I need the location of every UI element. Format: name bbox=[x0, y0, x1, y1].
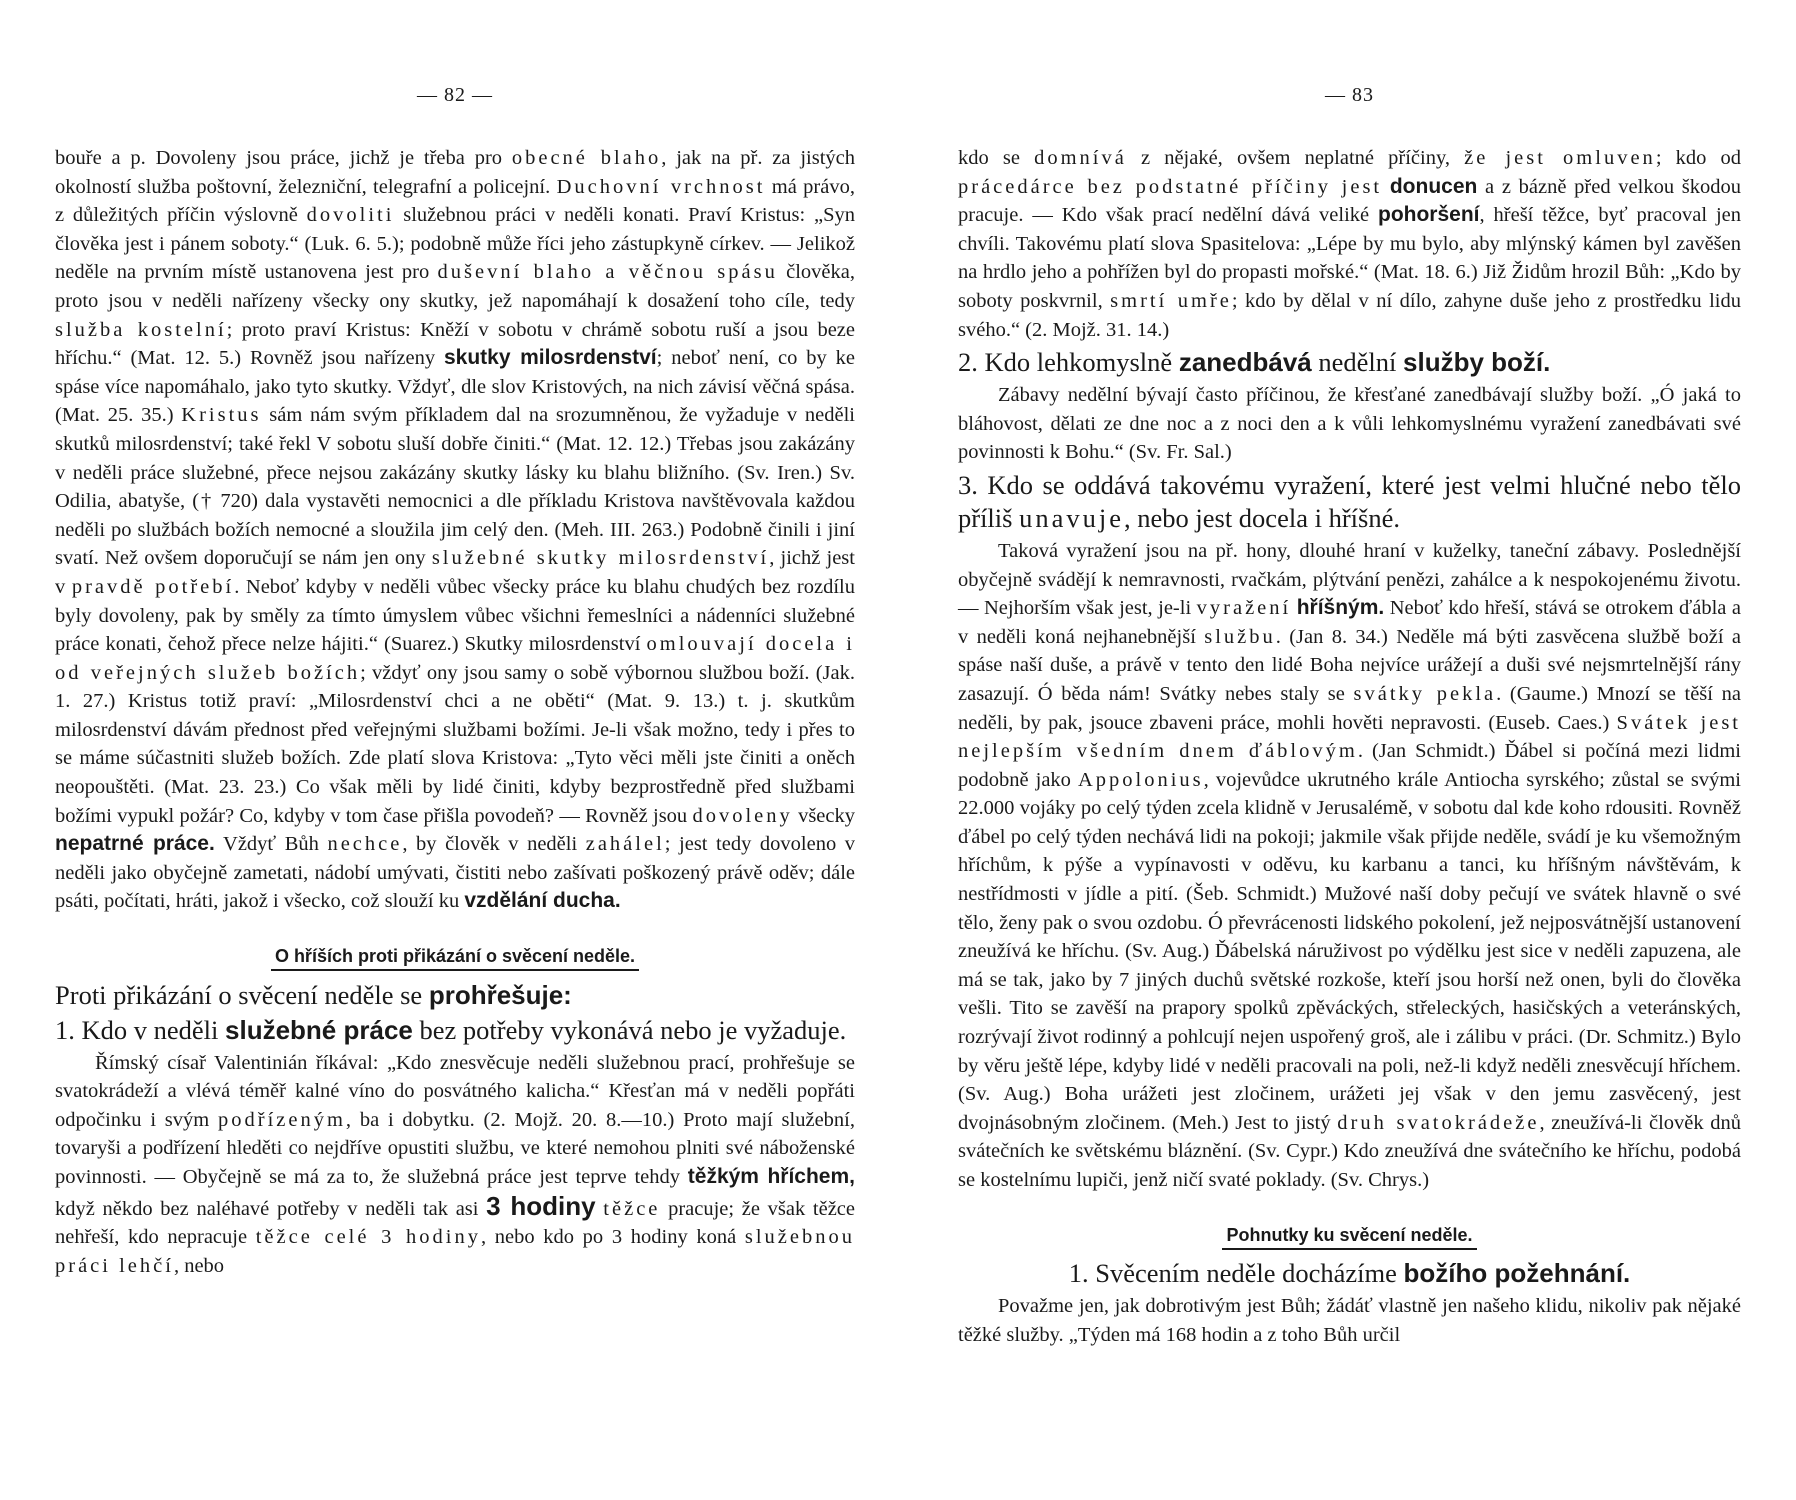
section-title-sins: O hříších proti přikázání o svěcení neděle. bbox=[55, 942, 855, 971]
right-page bbox=[958, 0, 1741, 1500]
heading-3: 3. Kdo se oddává takovému vyražení, které jest velmi hlučné nebo tělo příliš unavuje, nebo jest docela i hříšné. bbox=[958, 469, 1741, 533]
right-paragraph-3: Taková vyražení jsou na př. hony, dlouhé hraní v kuželky, taneční zábavy. Poslednější obyčejně svádějí k nemravnosti, rvačkám, plýtvání penězi, zahálce a k nespokojenému životu. — Nejhorším však jest, je-li vyražení hříšným. Neboť kdo hřeší, stává se otrokem ďábla a v neděli koná nejhanebnější službu. (Jan 8. 34.) Neděle má býti zasvěcena službě boží a spáse naší duše, a právě v tento den lidé Boha nejvíce urážejí a duši své nejsmrtelnější rány zasazují. Ó běda nám! Svátky nebes staly se svátky pekla. (Gaume.) Mnozí se těší na neděli, by pak, jsouce zbaveni práce, mohli hověti nepravosti. (Euseb. Caes.) Svátek jest nejlepším všedním dnem ďáblovým. (Jan Schmidt.) Ďábel si počíná mezi lidmi podobně jako Appolonius, vojevůdce ukrutného krále Antiocha syrského; zůstal se svými 22.000 vojáky po celý týden zcela klidně v Jerusalémě, v sobotu dal kde koho rdousiti. Rovněž ďábel po celý týden nechává lidi na pokoji; jakmile však přijde neděle, svádí je ku všemožným hříchům, k pýše a vypínavosti v oděvu, ku karbanu a tanci, ku hříšným návštěvám, k nestřídmosti v jídle a pití. (Šeb. Schmidt.) Mužové naší doby pečují ve svátek hlavně o své tělo, ženy pak o svou ozdobu. Ó převrácenosti lidského pokolení, jež nejposvátnější ustanovení zneužívá ke hříchu. (Sv. Aug.) Ďábelská náruživost po výdělku jest sice v neděli zapuzena, ale má se tak, jako by 7 jiných duchů světské rozkoše, kteří jsou horší než onen, byli do člověka vešli. Tito se zavěší na prapory spolků zpěváckých, střeleckých, hasičských a veteránských, rozrývají život rodinný a pohlcují nejen uspořený groš, ale i zálibu v práci. (Dr. Schmitz.) Bylo by věru ještě lépe, kdyby lidé v neděli pracovali na poli, než-li když neděli znesvěcují hříchem. (Sv. Aug.) Boha urážeti jest zločinem, urážeti jej však v den jemu zasvěcený, jest dvojnásobným zločinem. (Meh.) Jest to jistý druh svatokrádeže, zneužívá-li člověk dnů svátečních ke světskému bláznění. (Sv. Cypr.) Kdo zneužívá dne svátečního ke hříchu, podobá se kostelnímu lupiči, jenž ničí svaté poklady. (Sv. Chrys.) bbox=[958, 539, 1742, 1191]
page-number-83: — 83 bbox=[1325, 84, 1374, 106]
page-number-82: — 82 — bbox=[417, 84, 493, 106]
left-paragraph-1: bouře a p. Dovoleny jsou práce, jichž je třeba pro obecné blaho, jak na př. za jistých okolností služba poštovní, železniční, telegrafní a policejní. Duchovní vrchnost má právo, z důležitých příčin výslovně dovoliti služebnou práci v neděli konati. Praví Kristus: „Syn člověka jest i pánem soboty.“ (Luk. 6. 5.); podobně může říci jeho zástupkyně církev. — Jelikož neděle na prvním místě ustanovena jest pro duševní blaho a věčnou spásu člověka, proto jsou v neděli nařízeny všecky ony skutky, jež napomáhají k dosažení toho cíle, tedy služba kostelní; proto praví Kristus: Kněží v sobotu v chrámě sobotu ruší a jsou beze hříchu.“ (Mat. 12. 5.) Rovněž jsou nařízeny skutky milosrdenství; neboť není, co by ke spáse více napomáhalo, jako tyto skutky. Vždyť, dle slov Kristových, na nich závisí věčná spása. (Mat. 25. 35.) Kristus sám nám svým příkladem dal na srozumněnou, že vyžaduje v neděli skutků milosrdenství; také řekl V sobotu sluší dobře činiti.“ (Mat. 12. 12.) Třebas jsou zakázány v neděli práce služebné, přece nejsou zakázány skutky lásky ku blahu bližního. (Sv. Iren.) Sv. Odilia, abatyše, († 720) dala vystavěti nemocnici a dle příkladu Kristova navštěvovala každou neděli po službách božích nemocné a sloužila jim celý den. (Meh. III. 263.) Podobně činili i jiní svatí. Než ovšem doporučují se nám jen ony služebné skutky milosrdenství, jichž jest v pravdě potřebí. Neboť kdyby v neděli vůbec všecky práce ku blahu chudých bez rozdílu byly dovoleny, pak by směly za tímto úmyslem vůbec všichni řemeslníci a nádenníci služebné práce konati, čehož přece nelze hájiti.“ (Suarez.) Skutky milosrdenství omlouvají docela i od veřejných služeb božích; vždyť ony jsou samy o sobě výbornou službou boží. (Jak. 1. 27.) Kristus totiž praví: „Milosrdenství chci a ne oběti“ (Mat. 9. 13.) t. j. skutkům milosrdenství dávám přednost před veřejnými službami božími. Je-li však možno, tedy i přes to se máme súčastniti služeb božích. Zde platí slova Kristova: „Tyto věci měli jste činiti a oněch neopouštěti. (Mat. 23. 23.) Co však měli by lidé činiti, kdyby bezprostředně před službami božími vypukl požár? Co, kdyby v tom čase přišla povodeň? — Rovněž jsou dovoleny všecky nepatrné práce. Vždyť Bůh nechce, by člověk v neděli zahálel; jest tedy dovoleno v neděli jako obyčejně zametati, nádobí umývati, čistiti nebo zašívati poškozený právě oděv; dále psáti, počítati, hráti, jakož i všecko, což slouží ku vzdělání ducha. bbox=[55, 147, 856, 913]
heading-4: 1. Svěcením neděle docházíme božího požehnání. bbox=[1068, 1258, 1631, 1289]
left-paragraph-2: Římský císař Valentinián říkával: „Kdo znesvěcuje neděli služebnou prací, prohřešuje se svatokrádeží a vlévá téměř kalné víno do posvátného kalicha.“ Křesťan má v neděli popřáti odpočinku i svým podřízeným, ba i dobytku. (2. Mojž. 20. 8.—10.) Proto mají služební, tovaryši a podřízení hleděti co nejdříve opustiti službu, ve které nemohou plniti své náboženské povinnosti. — Obyčejně se má za to, že služebná práce jest teprve tehdy těžkým hříchem, když někdo bez naléhavé potřeby v neděli tak asi 3 hodiny těžce pracuje; že však těžce nehřeší, kdo nepracuje těžce celé 3 hodiny, nebo kdo po 3 hodiny koná služebnou práci lehčí, nebo bbox=[55, 1051, 856, 1277]
right-paragraph-4: Považme jen, jak dobrotivým jest Bůh; žádáť vlastně jen našeho klidu, nikoliv pak nějaké těžké služby. „Týden má 168 hodin a z toho Bůh určil bbox=[958, 1295, 1741, 1346]
heading-1: 1. Kdo v neděli služebné práce bez potřeby vykonává nebo je vyžaduje. bbox=[55, 1014, 847, 1045]
section-title-motives: Pohnutky ku svěcení neděle. bbox=[958, 1221, 1741, 1250]
heading-2: 2. Kdo lehkomyslně zanedbává nedělní služby boží. bbox=[958, 347, 1551, 378]
right-body bbox=[958, 144, 1741, 1349]
left-body bbox=[55, 144, 855, 1280]
right-paragraph-2: Zábavy nedělní bývají často příčinou, že křesťané zanedbávají služby boží. „Ó jaká to bláhovost, dělati ze dne noc a z noci den a k vůli lehkomyslnému vyražení zanedbávati své povinnosti k Bohu.“ (Sv. Fr. Sal.) bbox=[958, 384, 1741, 464]
right-paragraph-1: kdo se domnívá z nějaké, ovšem neplatné příčiny, že jest omluven; kdo od prácedárce bez podstatné příčiny jest donucen a z bázně před velkou škodou pracuje. — Kdo však prací nedělní dává veliké pohoršení, hřeší těžce, byť pracoval jen chvíli. Takovému platí slova Spasitelova: „Lépe by mu bylo, aby mlýnský kámen byl zavěšen na hrdlo jeho a pohřížen byl do propasti mořské.“ (Mat. 18. 6.) Již Židům hrozil Bůh: „Kdo by soboty poskvrnil, smrtí umře; kdo by dělal v ní dílo, zahyne duše jeho z prostředku lidu svého.“ (2. Mojž. 31. 14.) bbox=[958, 147, 1742, 341]
left-page bbox=[55, 0, 855, 1500]
heading-intro: Proti přikázání o svěcení neděle se prohřešuje: bbox=[55, 979, 572, 1010]
